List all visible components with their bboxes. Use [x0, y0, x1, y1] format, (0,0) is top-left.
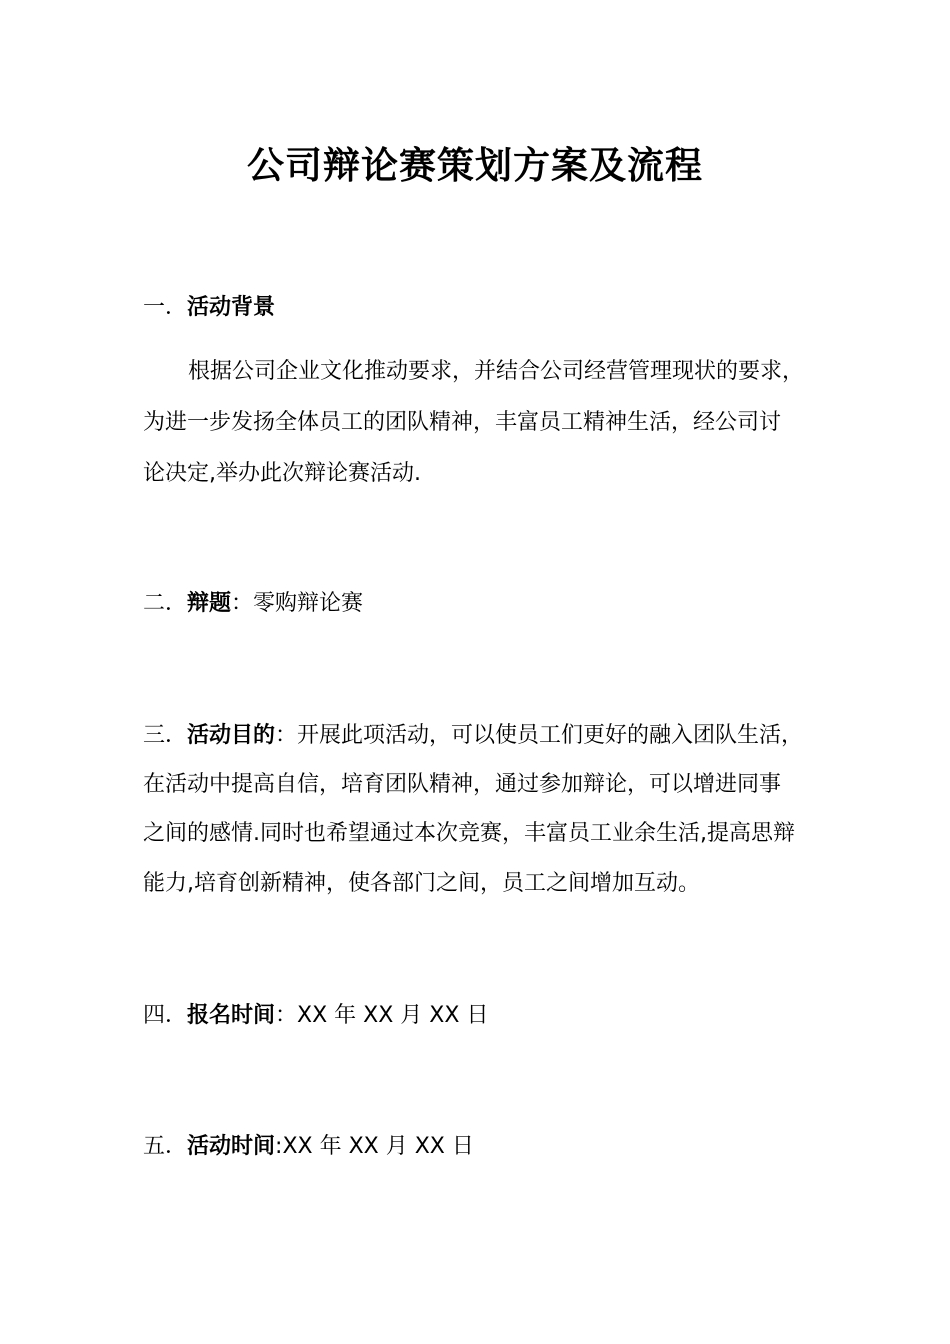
section-3-heading [143, 720, 843, 752]
section-2-heading [143, 588, 843, 620]
section-3-colon: ： [275, 723, 298, 748]
section-4-colon: ： [275, 1003, 298, 1028]
section-4-number: 四． [143, 1003, 188, 1028]
section-1-heading [143, 292, 843, 324]
section-2-number: 二． [143, 591, 188, 616]
section-5-heading [143, 1131, 843, 1163]
document-title: 公司辩论赛策划方案及流程 [247, 144, 703, 187]
section-5-value: XX 年 XX 月 XX 日 [282, 1134, 474, 1159]
section-5-colon: : [275, 1134, 283, 1159]
section-3-title: 活动目的 [187, 723, 276, 748]
section-4-value: XX 年 XX 月 XX 日 [297, 1003, 489, 1028]
section-1-paragraph-line-2: 为进一步发扬全体员工的团队精神，丰富员工精神生活，经公司讨 [143, 410, 782, 435]
section-5-title: 活动时间 [187, 1134, 276, 1159]
section-1-number: 一． [143, 295, 188, 320]
section-4-heading [143, 1000, 843, 1032]
section-2-value: 零购辩论赛 [253, 591, 364, 616]
section-3-paragraph-line-2: 在活动中提高自信，培育团队精神，通过参加辩论，可以增进同事 [143, 772, 782, 797]
section-2-title: 辩题 [187, 591, 232, 616]
section-3-number: 三． [143, 723, 188, 748]
section-1-paragraph-line-3: 论决定,举办此次辩论赛活动. [143, 461, 421, 486]
section-1-title: 活动背景 [187, 295, 276, 320]
section-3-paragraph-line-3: 之间的感情.同时也希望通过本次竞赛，丰富员工业余生活,提高思辩 [143, 821, 795, 846]
section-3-paragraph-line-4: 能力,培育创新精神，使各部门之间，员工之间增加互动。 [143, 871, 700, 896]
section-4-title: 报名时间 [187, 1003, 276, 1028]
section-3-paragraph-line-1: 开展此项活动，可以使员工们更好的融入团队生活， [297, 723, 804, 748]
section-5-number: 五． [143, 1134, 188, 1159]
section-1-paragraph-line-1: 根据公司企业文化推动要求，并结合公司经营管理现状的要求， [188, 359, 805, 384]
section-2-colon: ： [231, 591, 254, 616]
